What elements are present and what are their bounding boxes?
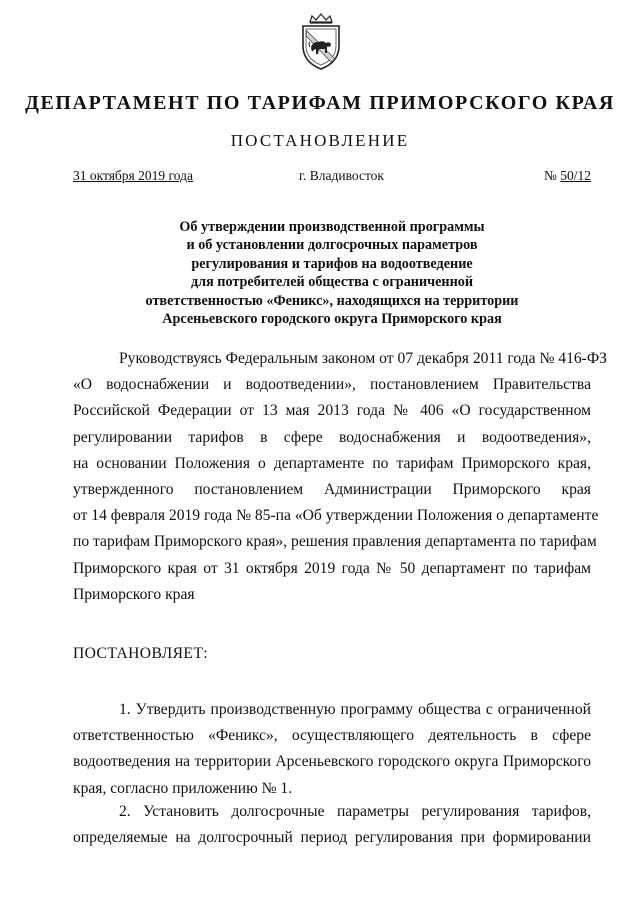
item-line: 2. Установить долгосрочные параметры регулирования тарифов, xyxy=(119,803,591,820)
preamble-line: от 14 февраля 2019 года № 85-па «Об утверждении Положения о департаменте xyxy=(73,507,599,525)
document-date: 31 октября 2019 года xyxy=(73,168,193,183)
preamble-line: «О водоснабжении и водоотведении», постановлением Правительства xyxy=(73,376,591,394)
document-number-value: 50/12 xyxy=(560,168,591,183)
document-subject xyxy=(73,218,591,328)
subject-line: Арсеньевского городского округа Приморского края xyxy=(162,311,502,328)
preamble-line: утвержденного постановлением Администрации Приморского края xyxy=(73,481,591,499)
preamble-paragraph xyxy=(73,346,607,608)
preamble-line: Руководствуясь Федеральным законом от 07 декабря 2011 года № 416-ФЗ xyxy=(119,350,607,367)
preamble-line: Российской Федерации от 13 мая 2013 года № 406 «О государственном xyxy=(73,402,591,420)
item-line: края, согласно приложению № 1. xyxy=(73,779,293,797)
preamble-line: Приморского края xyxy=(73,585,195,603)
preamble-line: Приморского края от 31 октября 2019 года № 50 департамент по тарифам xyxy=(73,559,591,577)
document-meta xyxy=(73,168,591,186)
subject-line: ответственностью «Феникс», находящихся на территории xyxy=(145,292,519,309)
primorsky-krai-coat-of-arms-icon xyxy=(298,12,344,72)
document-number xyxy=(544,168,591,184)
item-line: водоотведения на территории Арсеньевского городского округа Приморского xyxy=(73,753,591,771)
resolves-heading: ПОСТАНОВЛЯЕТ: xyxy=(73,645,209,662)
resolution-item-2 xyxy=(73,799,591,851)
document-type: ПОСТАНОВЛЕНИЕ xyxy=(230,131,410,150)
subject-line: Об утверждении производственной программы xyxy=(179,219,485,235)
subject-line: регулирования и тарифов на водоотведение xyxy=(191,255,473,272)
subject-line: для потребителей общества с ограниченной xyxy=(190,274,474,291)
item-line: 1. Утвердить производственную программу общества с ограниченной xyxy=(119,701,591,718)
preamble-line: регулировании тарифов в сфере водоснабжения и водоотведения», xyxy=(73,428,591,446)
department-title: ДЕПАРТАМЕНТ ПО ТАРИФАМ ПРИМОРСКОГО КРАЯ xyxy=(25,92,615,114)
preamble-line: на основании Положения о департаменте по тарифам Приморского края, xyxy=(73,454,591,472)
document-number-prefix: № xyxy=(543,168,561,183)
resolution-item-1 xyxy=(73,697,591,802)
subject-line: и об установлении долгосрочных параметров xyxy=(186,237,478,254)
item-line: определяемые на долгосрочный период регулирования при формировании xyxy=(73,829,591,847)
preamble-line: по тарифам Приморского края», решения правления департамента по тарифам xyxy=(73,533,597,551)
item-line: ответственностью «Феникс», осуществляющего деятельность в сфере xyxy=(73,727,591,745)
document-city: г. Владивосток xyxy=(299,168,384,183)
